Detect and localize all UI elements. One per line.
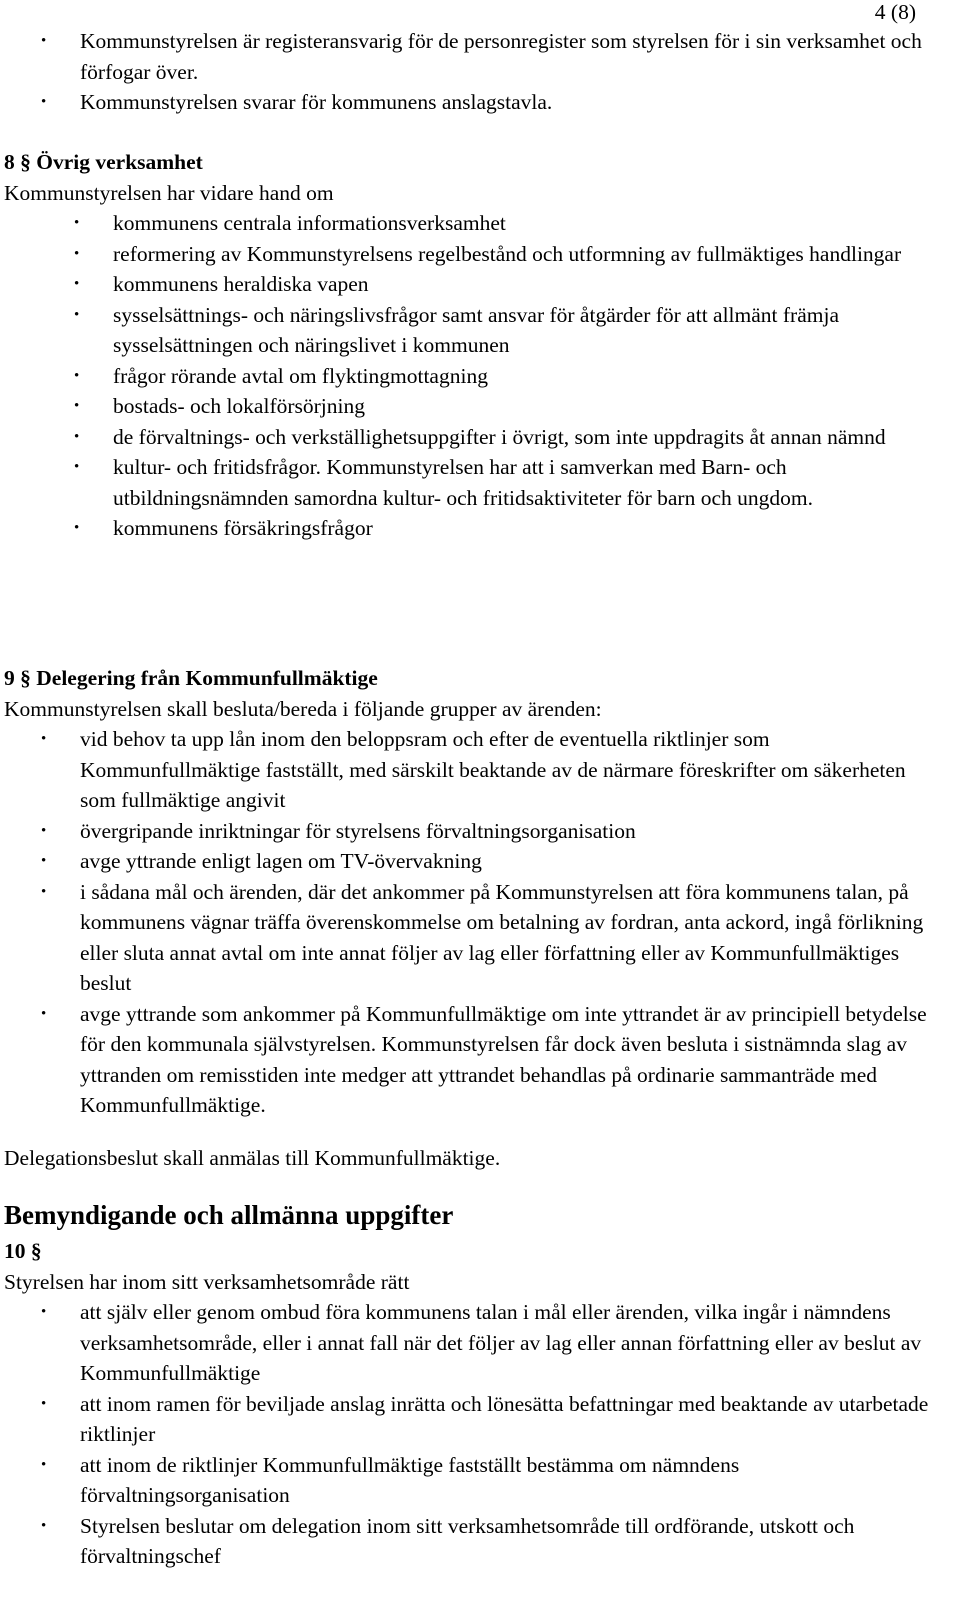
- list-item: [41, 1389, 940, 1450]
- list-item-text: Styrelsen beslutar om delegation inom sitt verksamhetsområde till ordförande, utskott och förvaltningschef: [80, 1513, 855, 1568]
- list-item-text: att inom ramen för beviljade anslag inrätta och lönesätta befattningar med beaktande av utarbetade riktlinjer: [80, 1391, 929, 1446]
- bullet-icon: •: [41, 1005, 47, 1022]
- delegation-note: Delegationsbeslut skall anmälas till Kommunfullmäktige.: [4, 1146, 501, 1170]
- list-item: [74, 239, 935, 270]
- section-9-intro: Kommunstyrelsen skall besluta/bereda i följande grupper av ärenden:: [4, 696, 602, 721]
- list-item-text: de förvaltnings- och verkställighetsuppgifter i övrigt, som inte uppdragits åt annan nämnd: [113, 424, 886, 449]
- section-8-heading: 8 § Övrig verksamhet: [4, 150, 203, 174]
- list-item-text: avge yttrande enligt lagen om TV-övervakning: [80, 849, 482, 873]
- bullet-icon: •: [41, 853, 47, 869]
- intro-list: [41, 26, 940, 118]
- bullet-icon: •: [41, 33, 47, 49]
- chapter-heading: Bemyndigande och allmänna uppgifter: [4, 1200, 454, 1230]
- list-item: [41, 999, 940, 1121]
- list-item-text: bostads- och lokalförsörjning: [113, 394, 365, 418]
- list-item: [41, 846, 940, 877]
- bullet-icon: •: [41, 1304, 47, 1320]
- list-item-text: att inom de riktlinjer Kommunfullmäktige fastställt bestämma om nämndens förvaltningsorganisation: [80, 1452, 740, 1507]
- bullet-icon: •: [41, 731, 47, 747]
- section-10: [4, 1236, 940, 1572]
- list-item-text: övergripande inriktningar för styrelsens förvaltningsorganisation: [80, 818, 636, 843]
- list-item: [74, 208, 935, 239]
- list-item-text: kommunens heraldiska vapen: [113, 272, 369, 296]
- bullet-icon: •: [74, 367, 80, 384]
- bullet-icon: •: [74, 245, 80, 262]
- bullet-icon: •: [41, 883, 47, 900]
- list-item-text: sysselsättnings- och näringslivsfrågor samt ansvar för åtgärder för att allmänt främja sysselsättningen och näringslivet i kommunen: [113, 302, 839, 357]
- list-item: [74, 300, 935, 361]
- bullet-icon: •: [74, 520, 80, 536]
- bullet-icon: •: [74, 398, 80, 414]
- bullet-icon: •: [74, 428, 80, 445]
- list-item: [41, 1297, 940, 1389]
- bullet-icon: •: [74, 215, 80, 231]
- list-item: [74, 269, 935, 300]
- bullet-icon: •: [41, 1517, 47, 1534]
- list-item: [74, 422, 935, 453]
- list-item: [74, 452, 935, 513]
- list-item: [41, 724, 940, 816]
- section-8-intro: Kommunstyrelsen har vidare hand om: [4, 180, 334, 205]
- list-item: [74, 391, 935, 422]
- bullet-icon: •: [41, 1395, 47, 1412]
- list-item-text: vid behov ta upp lån inom den beloppsram och efter de eventuella riktlinjer som Kommunfullmäktige fastställt, med särskilt beaktande av de närmare föreskrifter om säkerheten som fullmäktige angivit: [80, 727, 906, 812]
- list-item: [41, 87, 940, 118]
- section-10-list: [41, 1297, 940, 1572]
- list-item: [41, 1511, 940, 1572]
- section-10-intro: Styrelsen har inom sitt verksamhetsområde rätt: [4, 1269, 410, 1294]
- list-item-text: kommunens försäkringsfrågor: [113, 516, 373, 540]
- list-item-text: avge yttrande som ankommer på Kommunfullmäktige om inte yttrandet är av principiell betydelse för den kommunala självstyrelsen. Kommunstyrelsen får dock även besluta i sistnämnda slag av yttranden om remisstiden inte medger att yttrandet behandlas på ordinarie sammanträde med Kommunfullmäktige.: [80, 1001, 927, 1117]
- bullet-icon: •: [41, 1456, 47, 1473]
- bullet-icon: •: [41, 822, 47, 839]
- bullet-icon: •: [41, 94, 47, 110]
- list-item-text: Kommunstyrelsen svarar för kommunens anslagstavla.: [80, 90, 553, 114]
- list-item-text: kommunens centrala informationsverksamhet: [113, 211, 506, 235]
- bullet-icon: •: [74, 459, 80, 475]
- section-9: [4, 663, 934, 1121]
- list-item: [41, 1450, 940, 1511]
- page-number: 4 (8): [874, 0, 916, 24]
- list-item-text: att själv eller genom ombud föra kommunens talan i mål eller ärenden, vilka ingår i nämndens verksamhetsområde, eller i annat fall när det följer av lag eller annan författning eller av beslut av Kommunfullmäktige: [80, 1300, 922, 1385]
- section-8-list: [74, 208, 935, 544]
- list-item: [41, 816, 940, 847]
- section-10-heading: 10 §: [4, 1239, 42, 1263]
- section-9-list: [41, 724, 940, 1121]
- list-item: [41, 877, 940, 999]
- bullet-icon: •: [74, 276, 80, 292]
- bullet-icon: •: [74, 306, 80, 323]
- list-item-text: i sådana mål och ärenden, där det ankommer på Kommunstyrelsen att föra kommunens talan, på kommunens vägnar träffa överenskommelse om betalning av fordran, anta ackord, ingå förlikning eller sluta annat avtal om inte annat följer av lag eller författning eller av Kommunfullmäktiges beslut: [80, 879, 924, 995]
- list-item-text: Kommunstyrelsen är registeransvarig för de personregister som styrelsen för i sin verksamhet och förfogar över.: [80, 29, 922, 84]
- list-item: [41, 26, 940, 87]
- list-item-text: reformering av Kommunstyrelsens regelbestånd och utformning av fullmäktiges handlingar: [113, 241, 902, 266]
- list-item-text: kultur- och fritidsfrågor. Kommunstyrelsen har att i samverkan med Barn- och utbildningsnämnden samordna kultur- och fritidsaktiviteter för barn och ungdom.: [113, 455, 813, 510]
- section-8: [4, 147, 934, 544]
- list-item-text: frågor rörande avtal om flyktingmottagning: [113, 363, 488, 388]
- list-item: [74, 513, 935, 544]
- section-9-heading: 9 § Delegering från Kommunfullmäktige: [4, 666, 378, 690]
- list-item: [74, 361, 935, 392]
